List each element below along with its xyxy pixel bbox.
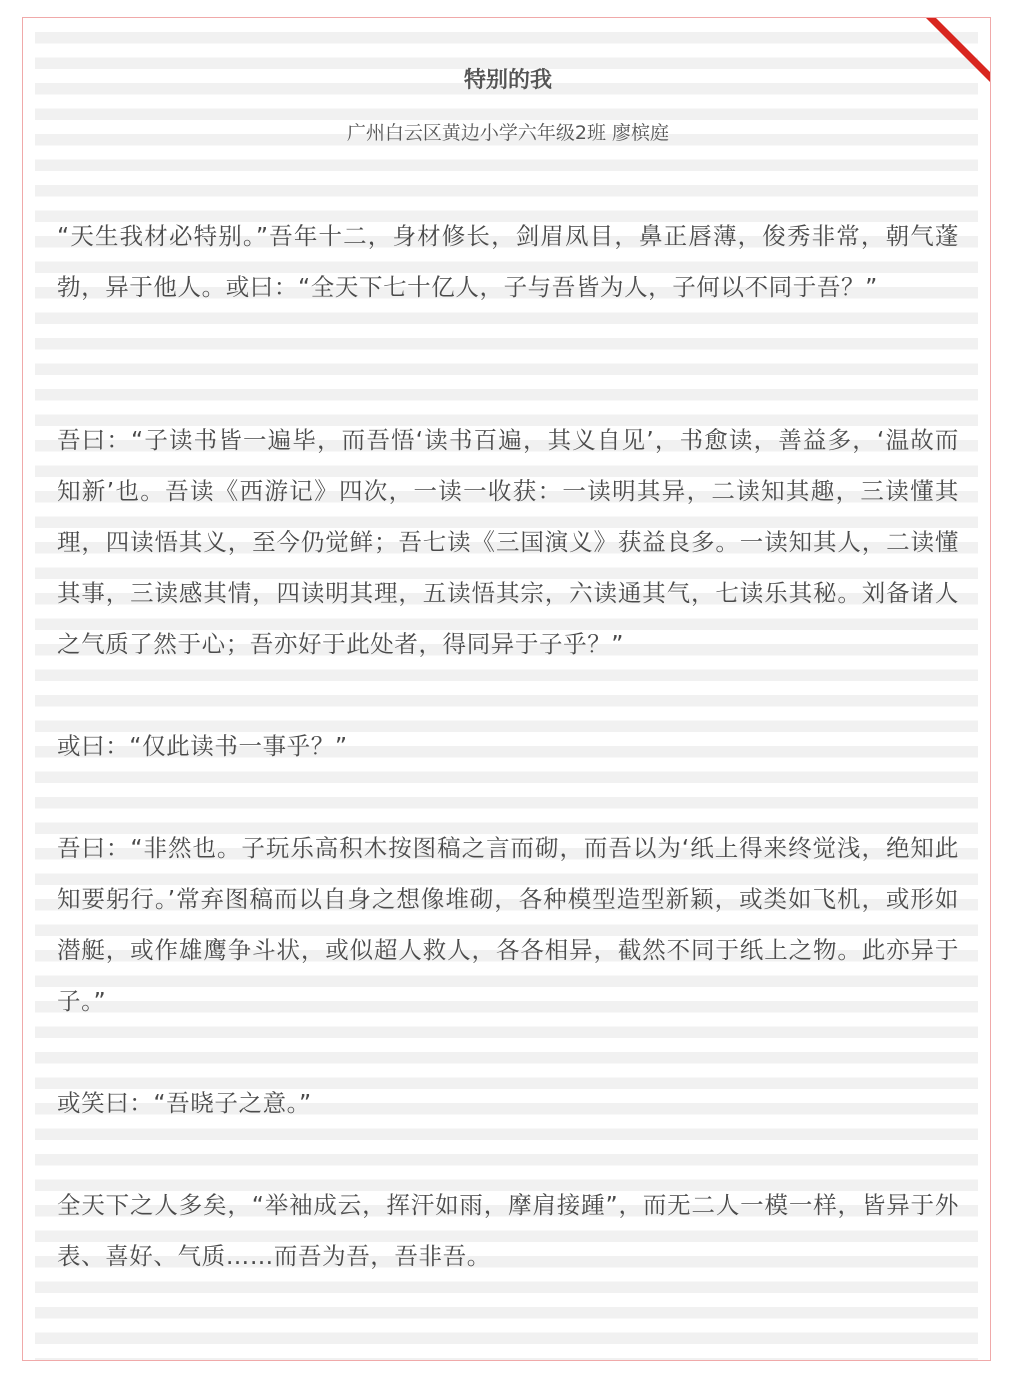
paragraph: 或笑曰：“吾晓子之意。” — [57, 1089, 312, 1117]
article-card — [22, 17, 991, 1361]
paragraph: 吾曰：“子读书皆一遍毕，而吾悟‘读书百遍，其义自见’，书愈读，善益多，‘温故而知新’也。吾读《西游记》四次，一读一收获：一读明其异，二读知其趣，三读懂其理，四读悟其义，至今仍觉鲜；吾七读《三国演义》获益良多。一读知其人，二读懂其事，三读感其情，四读明其理，五读悟其宗，六读通其气，七读乐其秘。刘备诸人之气质了然于心；吾亦好于此处者，得同异于子乎？” — [57, 426, 959, 658]
article-byline: 广州白云区黄边小学六年级2班 廖槟庭 — [346, 122, 670, 144]
paragraph: “天生我材必特别。”吾年十二，身材修长，剑眉凤目，鼻正唇薄，俊秀非常，朝气蓬勃，异于他人。或曰：“全天下七十亿人，子与吾皆为人，子何以不同于吾？” — [57, 222, 959, 301]
paragraph: 或曰：“仅此读书一事乎？” — [57, 732, 348, 760]
paragraph: 全天下之人多矣，“举袖成云，挥汗如雨，摩肩接踵”，而无二人一模一样，皆异于外表、喜好、气质……而吾为吾，吾非吾。 — [57, 1191, 959, 1270]
article-title: 特别的我 — [463, 68, 552, 93]
paragraph: 吾曰：“非然也。子玩乐高积木按图稿之言而砌，而吾以为‘纸上得来终觉浅，绝知此知要躬行。’常弃图稿而以自身之想像堆砌，各种模型造型新颖，或类如飞机，或形如潜艇，或作雄鹰争斗状，或似超人救人，各各相异，截然不同于纸上之物。此亦异于子。” — [57, 834, 959, 1015]
